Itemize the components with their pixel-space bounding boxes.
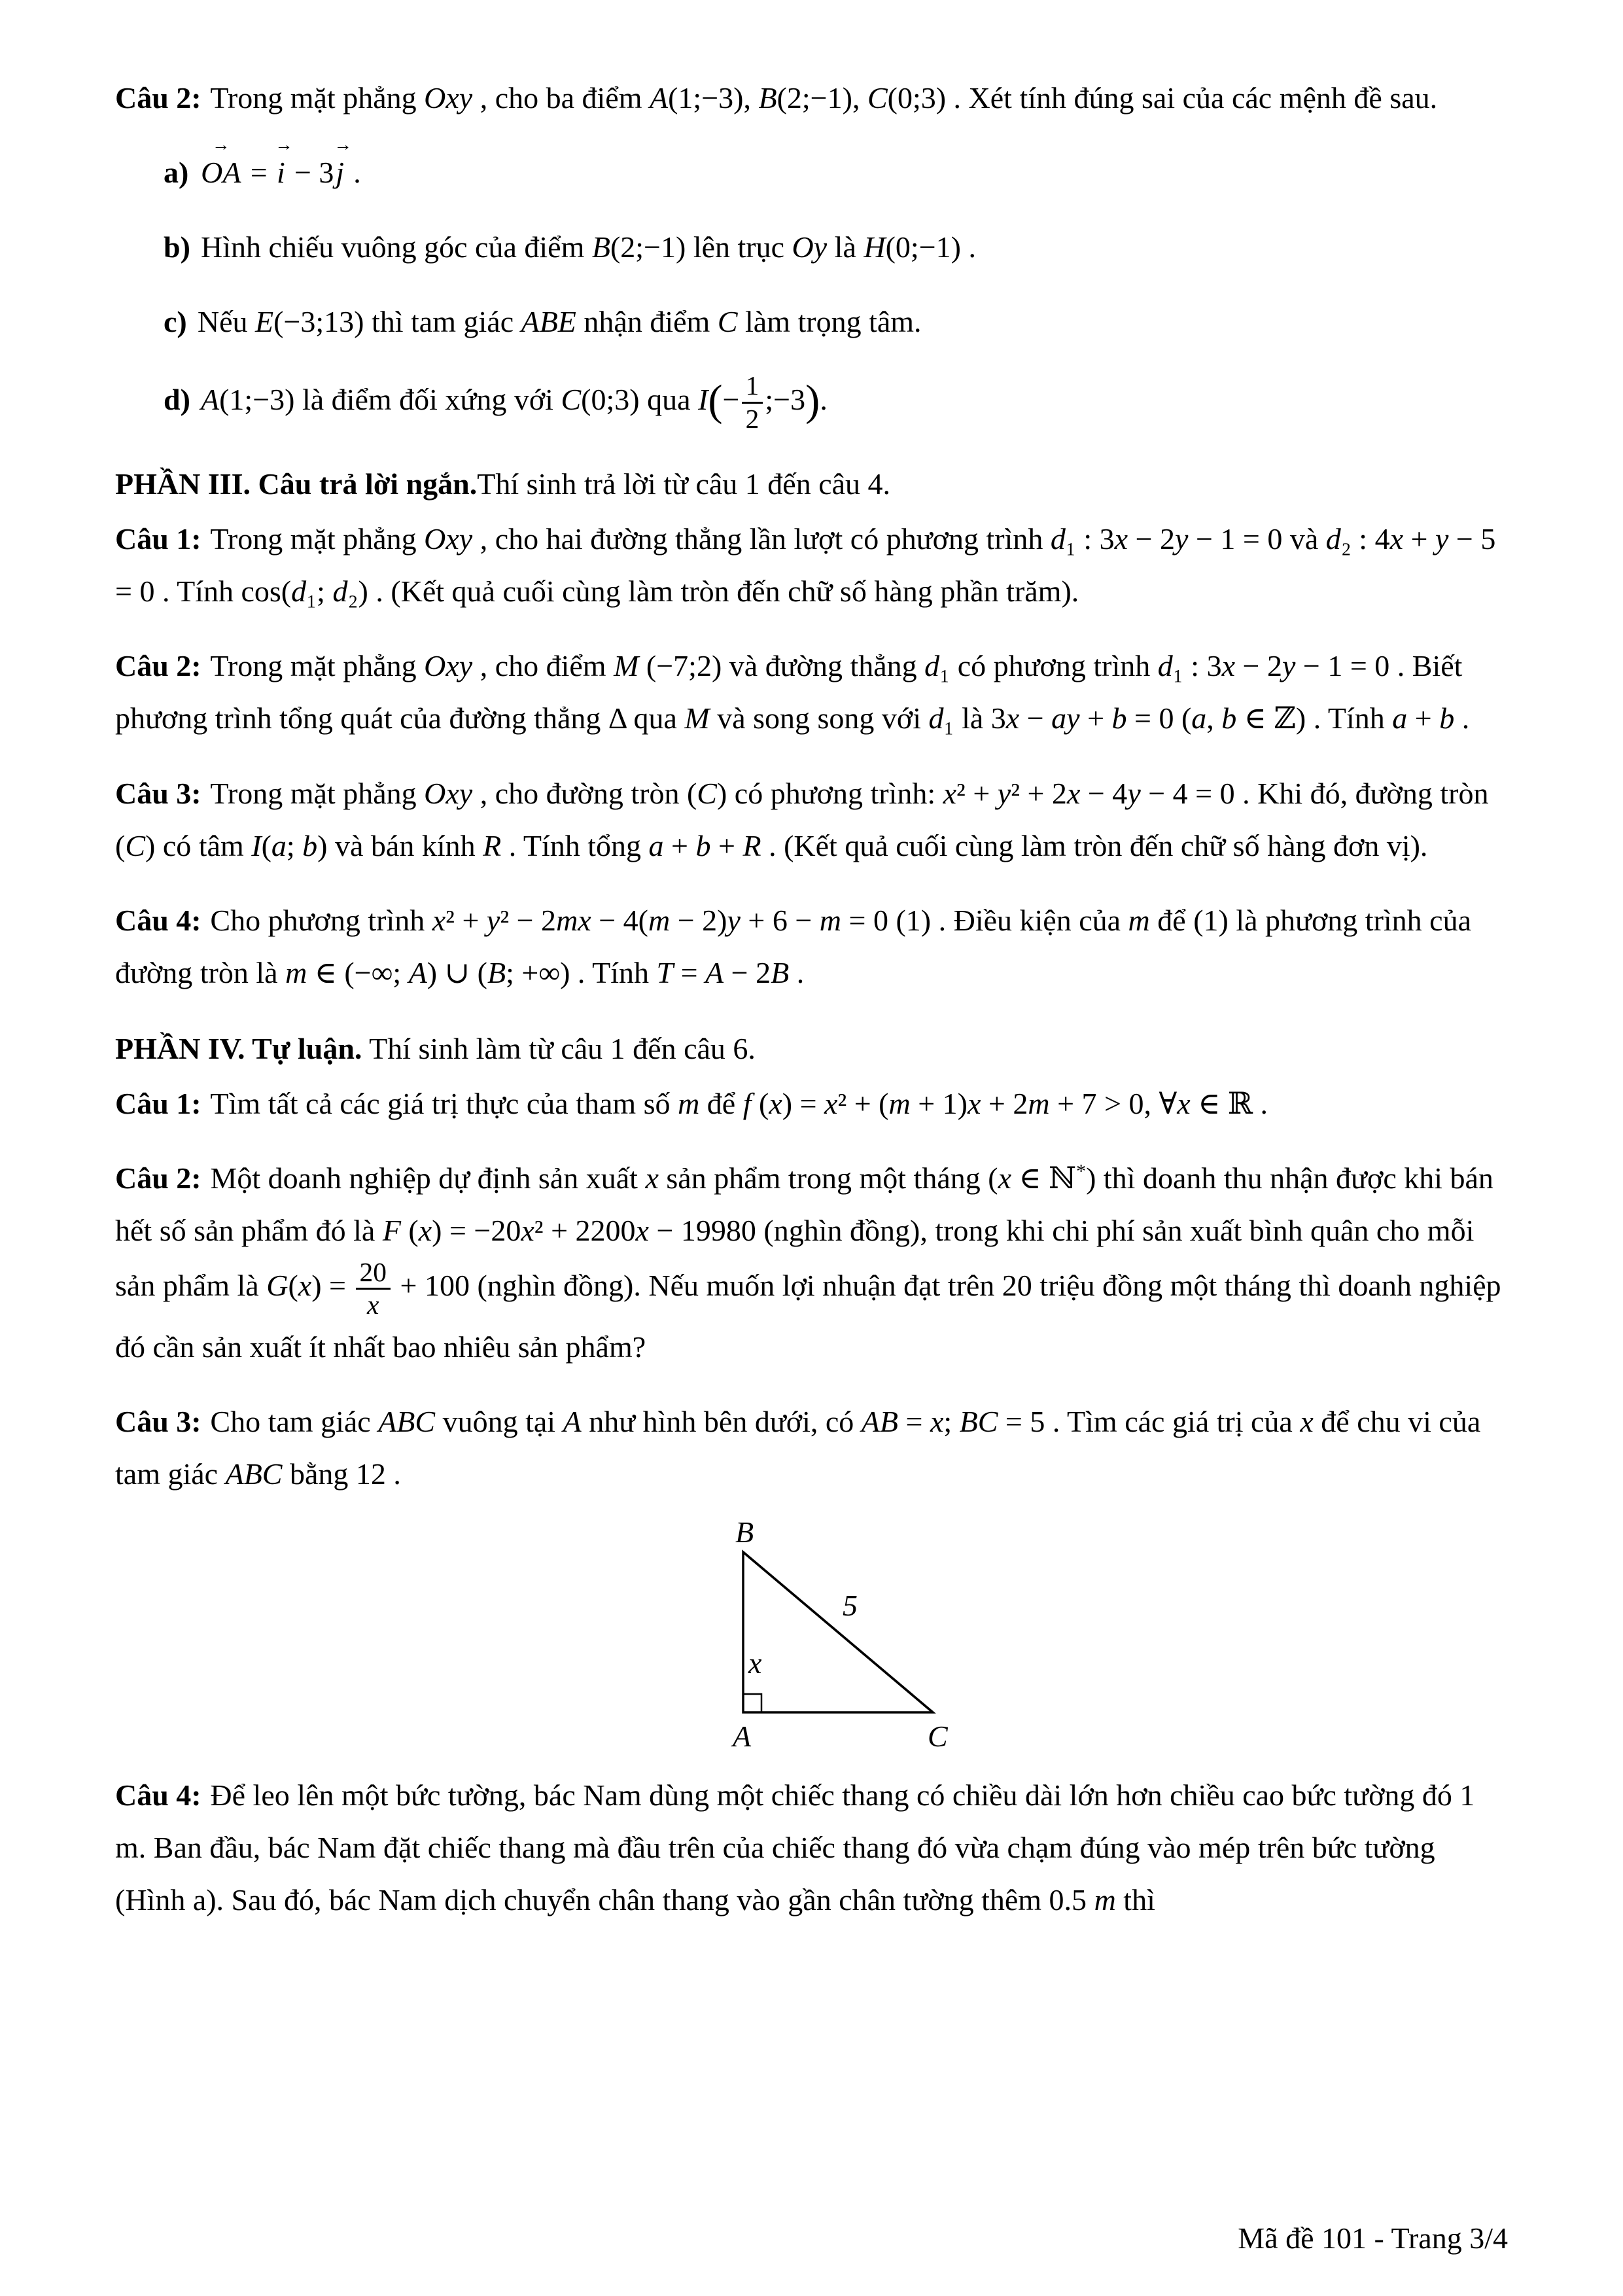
question-label: Câu 1: [115, 1086, 201, 1120]
question-label: Câu 4: [115, 1778, 201, 1812]
statement-list [115, 147, 1508, 434]
question-label: Câu 3: [115, 1405, 201, 1438]
part4-question-2 [115, 1152, 1508, 1373]
statement-label: d) [164, 382, 190, 416]
right-triangle-svg [671, 1516, 952, 1761]
part4-heading-title: PHẦN IV. Tự luận. [115, 1031, 362, 1065]
part4-question-3 [115, 1396, 1508, 1500]
triangle-figure [115, 1516, 1508, 1761]
statement-label: b) [164, 230, 190, 264]
statement-d [164, 370, 1508, 434]
part3-heading-subtitle: Thí sinh trả lời từ câu 1 đến câu 4. [477, 467, 891, 501]
statement-text: Hình chiếu vuông góc của điểm B(2;−1) lên trục Oy là H(0;−1) . [201, 230, 976, 264]
question-text: Cho tam giác ABC vuông tại A như hình bên dưới, có AB = x; BC = 5 . Tìm các giá trị của x để chu vi của tam giác ABC bằng 12 . [115, 1405, 1481, 1491]
vertex-b-label: B [735, 1516, 754, 1549]
question-label: Câu 2: [115, 81, 201, 115]
vertex-c-label: C [927, 1720, 948, 1754]
question-label: Câu 4: [115, 903, 201, 937]
hypotenuse-length-label: 5 [842, 1589, 858, 1623]
question-text: Trong mặt phẳng Oxy , cho ba điểm A(1;−3), B(2;−1), C(0;3) . Xét tính đúng sai của các mệnh đề sau. [210, 81, 1438, 115]
part3-heading-title: PHẦN III. Câu trả lời ngắn. [115, 467, 478, 501]
question-text: Để leo lên một bức tường, bác Nam dùng một chiếc thang có chiều dài lớn hơn chiều cao bức tường đó 1 m. Ban đầu, bác Nam đặt chiếc thang mà đầu trên của chiếc thang đó vừa chạm đúng vào mép trên bức tường (Hình a). Sau đó, bác Nam dịch chuyển chân thang vào gần chân tường thêm 0.5 m thì [115, 1778, 1475, 1917]
statement-text: Nếu E(−3;13) thì tam giác ABE nhận điểm C làm trọng tâm. [197, 305, 922, 339]
statement-text: OA → = i → − 3j → . [199, 156, 360, 189]
question-label: Câu 1: [115, 522, 201, 556]
part3-question-2 [115, 640, 1508, 745]
question-label: Câu 2: [115, 649, 201, 683]
part4-heading [115, 1023, 1508, 1075]
part4-question-1 [115, 1078, 1508, 1130]
statement-c [164, 296, 1508, 348]
part3-question-1 [115, 513, 1508, 618]
statement-a [164, 147, 1508, 199]
hypotenuse-line [743, 1552, 933, 1712]
page-footer [1238, 2212, 1508, 2265]
statement-label: c) [164, 305, 187, 339]
question-text: Tìm tất cả các giá trị thực của tham số m để f (x) = x² + (m + 1)x + 2m + 7 > 0, ∀x ∈ ℝ . [210, 1086, 1268, 1120]
question-text: Trong mặt phẳng Oxy , cho đường tròn (C) có phương trình: x² + y² + 2x − 4y − 4 = 0 . Khi đó, đường tròn (C) có tâm I(a; b) và bán kính R . Tính tổng a + b + R . (Kết quả cuối cùng làm tròn đến chữ số hàng đơn vị). [115, 776, 1489, 862]
question-text: Cho phương trình x² + y² − 2mx − 4(m − 2)y + 6 − m = 0 (1) . Điều kiện của m để (1) là phương trình của đường tròn là m ∈ (−∞; A) ∪ (B; +∞) . Tính T = A − 2B . [115, 903, 1472, 989]
question-text: Trong mặt phẳng Oxy , cho điểm M (−7;2) và đường thẳng d₁ có phương trình d₁ : 3x − 2y − 1 = 0 . Biết phương trình tổng quát của đường thẳng Δ qua M và song song với d₁ là 3x − ay + b = 0 (a, b ∈ ℤ) . Tính a + b . [115, 649, 1470, 735]
leg-x-label: x [748, 1646, 761, 1680]
part4-question-4 [115, 1769, 1508, 1926]
question-label: Câu 2: [115, 1161, 201, 1195]
part3-heading [115, 458, 1508, 510]
part2-question-2 [115, 72, 1508, 434]
exam-code-page-number: Mã đề 101 - Trang 3/4 [1238, 2221, 1508, 2255]
statement-label: a) [164, 156, 189, 190]
part3-question-3 [115, 768, 1508, 872]
question-paragraph [115, 72, 1508, 124]
part4-heading-subtitle: Thí sinh làm từ câu 1 đến câu 6. [362, 1031, 756, 1065]
vertex-a-label: A [732, 1720, 751, 1754]
question-text: Một doanh nghiệp dự định sản xuất x sản phẩm trong một tháng (x ∈ ℕ*) thì doanh thu nhận được khi bán hết số sản phẩm đó là F (x) = −20x² + 2200x − 19980 (nghìn đồng), trong khi chi phí sản xuất bình quân cho mỗi sản phẩm là G(x) = $\frac{20}{x}$ + 100 (nghìn đồng). Nếu muốn lợi nhuận đạt trên 20 triệu đồng một tháng thì doanh nghiệp đó cần sản xuất ít nhất bao nhiêu sản phẩm? [115, 1160, 1501, 1364]
question-text: Trong mặt phẳng Oxy , cho hai đường thẳng lần lượt có phương trình d₁ : 3x − 2y − 1 = 0 và d₂ : 4x + y − 5 = 0 . Tính cos(d₁; d₂) . (Kết quả cuối cùng làm tròn đến chữ số hàng phần trăm). [115, 522, 1496, 609]
right-angle-marker [743, 1694, 761, 1712]
question-label: Câu 3: [115, 776, 201, 810]
statement-b [164, 221, 1508, 274]
statement-text: A(1;−3) là điểm đối xứng với C(0;3) qua I(− $\frac{1}{2}$ ;−3). [201, 370, 828, 434]
part3-question-4 [115, 894, 1508, 999]
